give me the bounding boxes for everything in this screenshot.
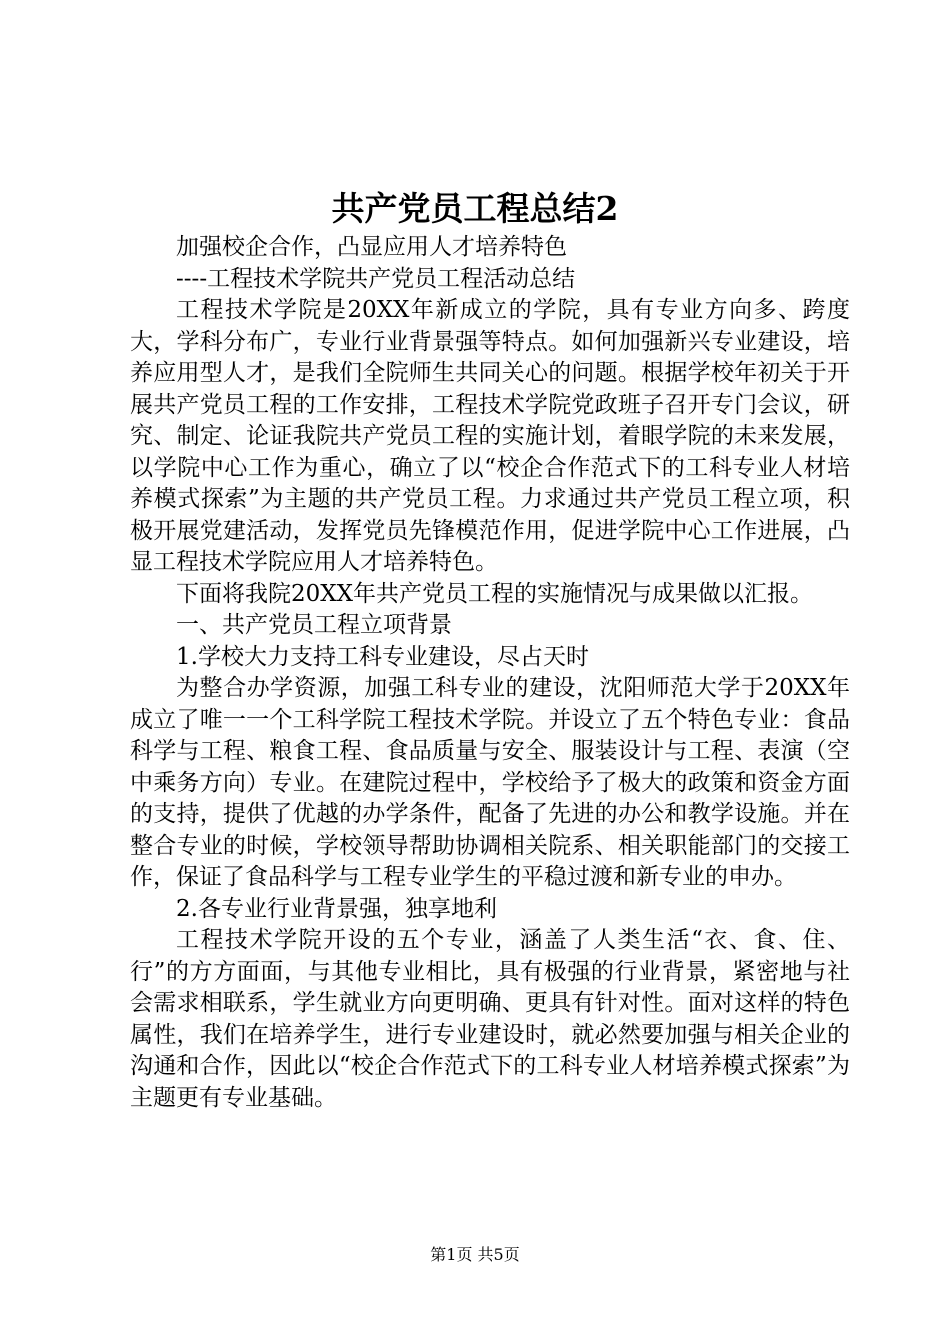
paragraph: 为整合办学资源，加强工科专业的建设，沈阳师范大学于20XX年成立了唯一一个工科学院工程技术学院。并设立了五个特色专业：食品科学与工程、粮食工程、食品质量与安全、服装设计与工程、表演（空中乘务方向）专业。在建院过程中，学校给予了极大的政策和资金方面的支持，提供了优越的办学条件，配备了先进的办公和教学设施。并在整合专业的时候，学校领导帮助协调相关院系、相关职能部门的交接工作，保证了食品科学与工程专业学生的平稳过渡和新专业的申办。 [130,675,850,890]
paragraph: 下面将我院20XX年共产党员工程的实施情况与成果做以汇报。 [176,580,814,607]
subtitle-line: 加强校企合作，凸显应用人才培养特色 [176,234,567,260]
subsection-heading: 2.各专业行业背景强，独享地利 [176,895,497,922]
document-body [130,232,850,1114]
subtitle-source-line: ----工程技术学院共产党员工程活动总结 [176,265,576,292]
document-title: 共产党员工程总结2 [331,189,619,228]
page-footer: 第1页 共5页 [430,1245,520,1264]
section-heading: 一、共产党员工程立项背景 [176,612,452,638]
subsection-heading: 1.学校大力支持工科专业建设，尽占天时 [176,643,589,670]
paragraph: 工程技术学院开设的五个专业，涵盖了人类生活“衣、食、住、行”的方方面面，与其他专业相比，具有极强的行业背景，紧密地与社会需求相联系，学生就业方向更明确、更具有针对性。面对这样的特色属性，我们在培养学生，进行专业建设时，就必然要加强与相关企业的沟通和合作，因此以“校企合作范式下的工科专业人材培养模式探索”为主题更有专业基础。 [130,927,850,1111]
paragraph: 工程技术学院是20XX年新成立的学院，具有专业方向多、跨度大，学科分布广，专业行业背景强等特点。如何加强新兴专业建设，培养应用型人才，是我们全院师生共同关心的问题。根据学校年初关于开展共产党员工程的工作安排，工程技术学院党政班子召开专门会议，研究、制定、论证我院共产党员工程的实施计划，着眼学院的未来发展，以学院中心工作为重心，确立了以“校企合作范式下的工科专业人材培养模式探索”为主题的共产党员工程。力求通过共产党员工程立项，积极开展党建活动，发挥党员先锋模范作用，促进学院中心工作进展，凸显工程技术学院应用人才培养特色。 [130,297,850,575]
